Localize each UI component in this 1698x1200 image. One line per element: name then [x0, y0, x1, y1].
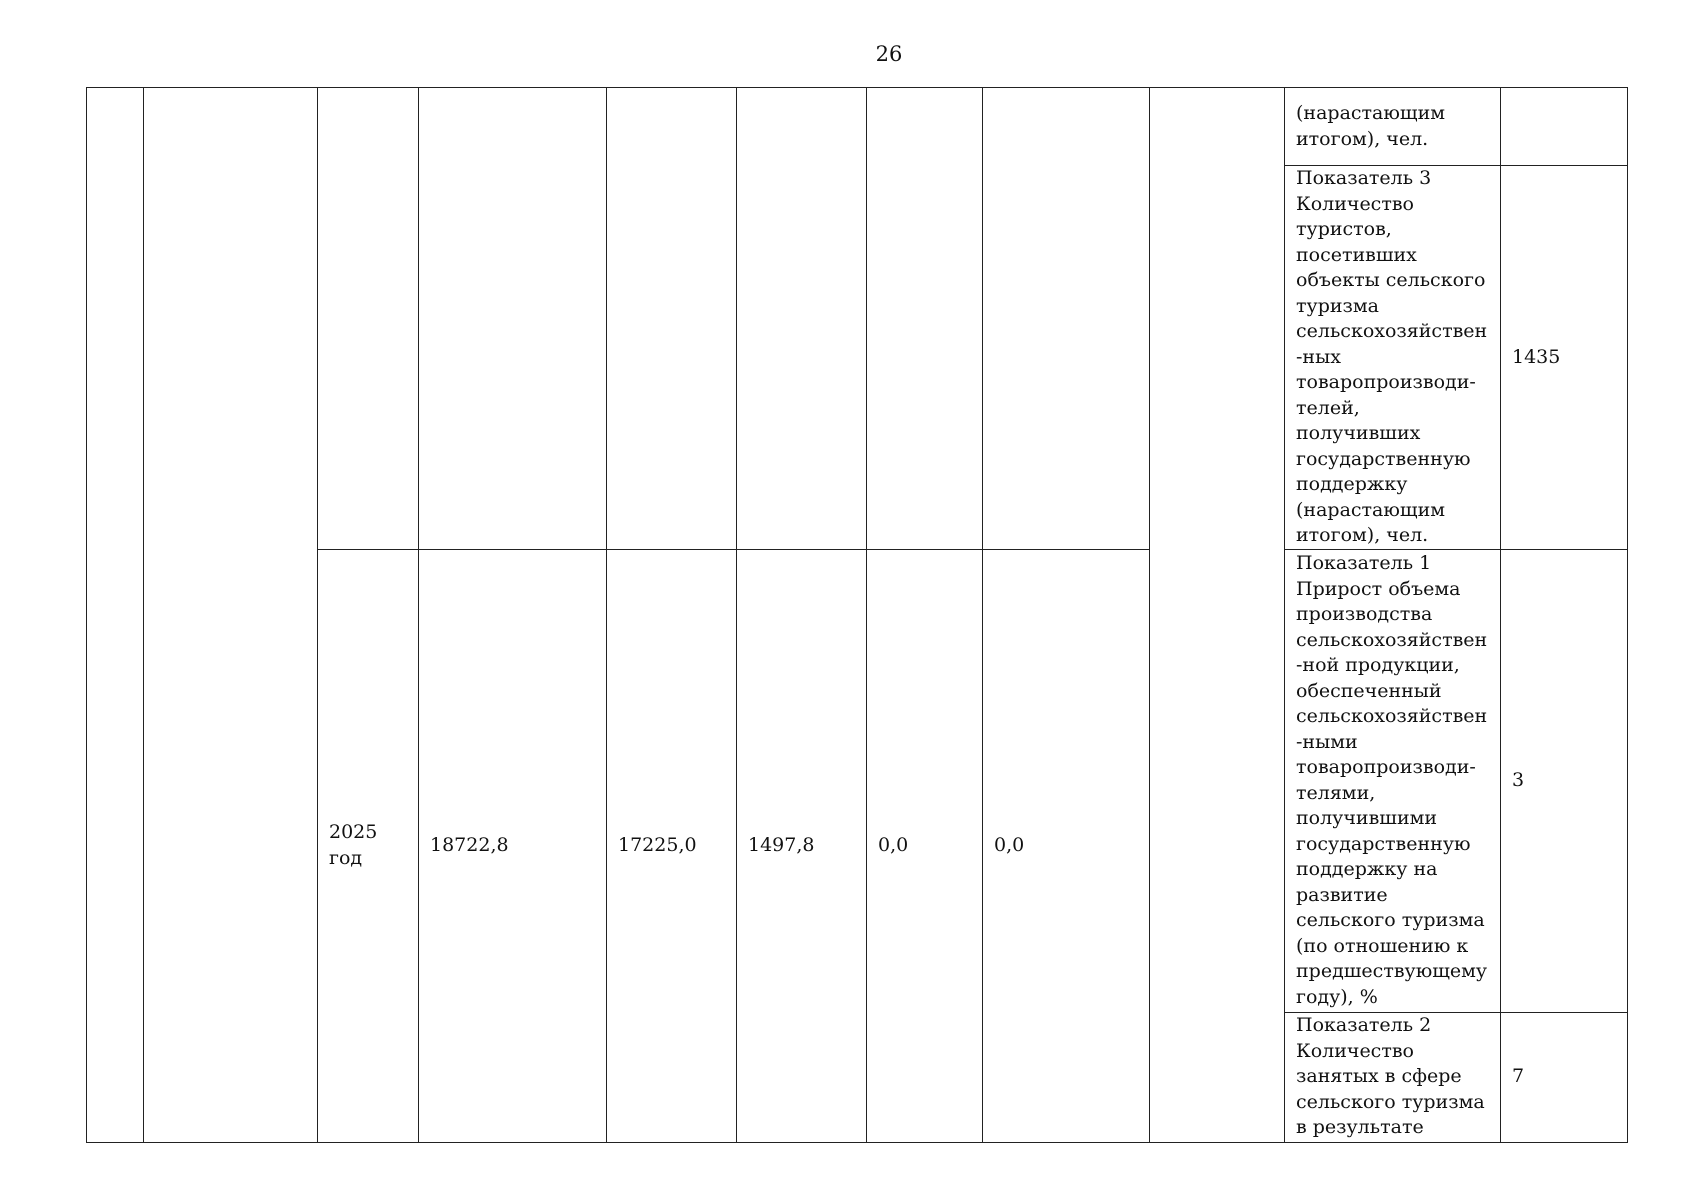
cell-other-prev — [983, 88, 1150, 550]
cell-event-name — [144, 88, 318, 1143]
table-row — [87, 549, 1628, 1012]
other-2025: 0,0 — [983, 549, 1150, 1142]
indicator-1-value: 3 — [1501, 549, 1628, 1012]
cell-period-prev — [318, 88, 419, 550]
indicator-3-text: Показатель 3 Количество туристов, посетивших объекты сельского туризма сельскохозяйствен-ных товаропроизводи-телей, получивших государственную поддержку (нарастающим итогом), чел. — [1285, 166, 1501, 550]
program-funding-table — [86, 87, 1628, 1143]
cell-local-prev — [867, 88, 983, 550]
indicator-2-value: 7 — [1501, 1012, 1628, 1142]
indicator-continued-text: (нарастающим итогом), чел. — [1285, 88, 1501, 166]
cell-responsible — [1150, 88, 1285, 1143]
cell-number — [87, 88, 144, 1143]
regional-2025: 1497,8 — [737, 549, 867, 1142]
cell-federal-prev — [607, 88, 737, 550]
indicator-2-text: Показатель 2 Количество занятых в сфере сельского туризма в результате — [1285, 1012, 1501, 1142]
indicator-continued-value — [1501, 88, 1628, 166]
page-number: 26 — [875, 42, 903, 66]
cell-total-prev — [419, 88, 607, 550]
local-2025: 0,0 — [867, 549, 983, 1142]
cell-regional-prev — [737, 88, 867, 550]
table-row — [87, 88, 1628, 166]
total-2025: 18722,8 — [419, 549, 607, 1142]
federal-2025: 17225,0 — [607, 549, 737, 1142]
indicator-3-value: 1435 — [1501, 166, 1628, 550]
year-2025: 2025 год — [318, 549, 419, 1142]
indicator-1-text: Показатель 1 Прирост объема производства сельскохозяйствен-ной продукции, обеспеченный сельскохозяйствен-ными товаропроизводи-телями, получившими государственную поддержку на развитие сельского туризма (по отношению к предшествующему году), % — [1285, 549, 1501, 1012]
